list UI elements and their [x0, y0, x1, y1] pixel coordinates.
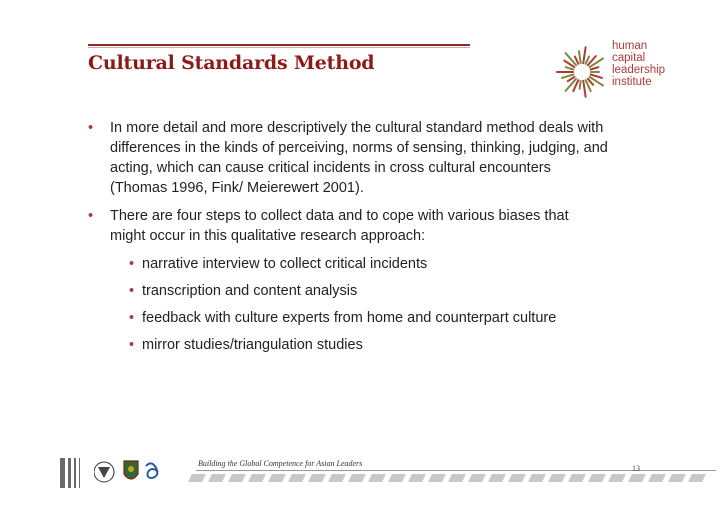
sub-bullet-text: feedback with culture experts from home and counterpart culture	[142, 310, 557, 326]
sub-bullet-dot: •	[129, 283, 135, 299]
footer-bar	[79, 458, 80, 488]
footer-tick	[588, 474, 606, 482]
sub-bullet-item	[88, 281, 608, 301]
footer-tick	[248, 474, 266, 482]
footer-tick	[668, 474, 686, 482]
sub-bullet-dot: •	[129, 310, 135, 326]
footer-bar	[60, 458, 65, 488]
sub-bullet-item	[88, 308, 608, 328]
footer-bar	[68, 458, 71, 488]
logo-line: leadership	[612, 64, 666, 76]
footer	[60, 452, 720, 502]
logo-line: human	[612, 40, 648, 52]
page-number: 13	[632, 464, 640, 473]
emblem-crest-icon	[124, 461, 138, 479]
sub-bullet-text: narrative interview to collect critical incidents	[142, 256, 428, 272]
footer-tick	[488, 474, 506, 482]
footer-tick	[568, 474, 586, 482]
bullet-dot: •	[88, 120, 94, 136]
footer-tick	[628, 474, 646, 482]
logo-line: capital	[612, 52, 646, 64]
sub-bullet-dot: •	[129, 256, 135, 272]
footer-tick	[648, 474, 666, 482]
footer-tick	[528, 474, 546, 482]
footer-tick	[468, 474, 486, 482]
sunburst-logo-icon	[556, 38, 612, 102]
sub-bullet-item	[88, 335, 608, 355]
footer-tick	[188, 474, 206, 482]
footer-tick	[448, 474, 466, 482]
emblem-left-icon	[94, 462, 114, 482]
title-rule-thin	[88, 47, 470, 48]
footer-tick	[268, 474, 286, 482]
sub-bullet-text: transcription and content analysis	[142, 283, 358, 299]
sub-bullet-item	[88, 254, 608, 274]
footer-tick	[428, 474, 446, 482]
slide-title: Cultural Standards Method	[88, 52, 375, 74]
sub-bullet-dot: •	[129, 337, 135, 353]
sub-bullet-text: mirror studies/triangulation studies	[142, 337, 363, 353]
footer-tick	[328, 474, 346, 482]
emblem-knot-icon	[146, 463, 158, 478]
footer-tick	[288, 474, 306, 482]
footer-tick	[308, 474, 326, 482]
bullet-text: In more detail and more descriptively the cultural standard method deals with differences in the kinds of perceiving, norms of sensing, thinking, judging, and acting, which can cause critical incidents in cross cultural encounters (Thomas 1996, Fink/ Meierewert 2001).	[110, 120, 608, 196]
footer-tick	[368, 474, 386, 482]
footer-tick	[408, 474, 426, 482]
partner-emblems	[94, 458, 184, 486]
footer-tick	[388, 474, 406, 482]
bullet-text: There are four steps to collect data and to cope with various biases that might occur in this qualitative research approach:	[110, 208, 569, 244]
footer-bar	[74, 458, 76, 488]
footer-tick	[688, 474, 706, 482]
footer-tick	[208, 474, 226, 482]
slide-body	[88, 118, 608, 362]
bullet-item	[88, 118, 608, 198]
footer-tick	[548, 474, 566, 482]
logo-text	[612, 40, 665, 88]
logo-line: institute	[612, 76, 652, 88]
footer-tick	[228, 474, 246, 482]
footer-tick	[348, 474, 366, 482]
bullet-dot: •	[88, 208, 94, 224]
title-rule	[88, 44, 470, 46]
bullet-item	[88, 206, 608, 246]
footer-tick	[608, 474, 626, 482]
footer-tick	[508, 474, 526, 482]
footer-tagline: Building the Global Competence for Asian Leaders	[198, 459, 363, 468]
